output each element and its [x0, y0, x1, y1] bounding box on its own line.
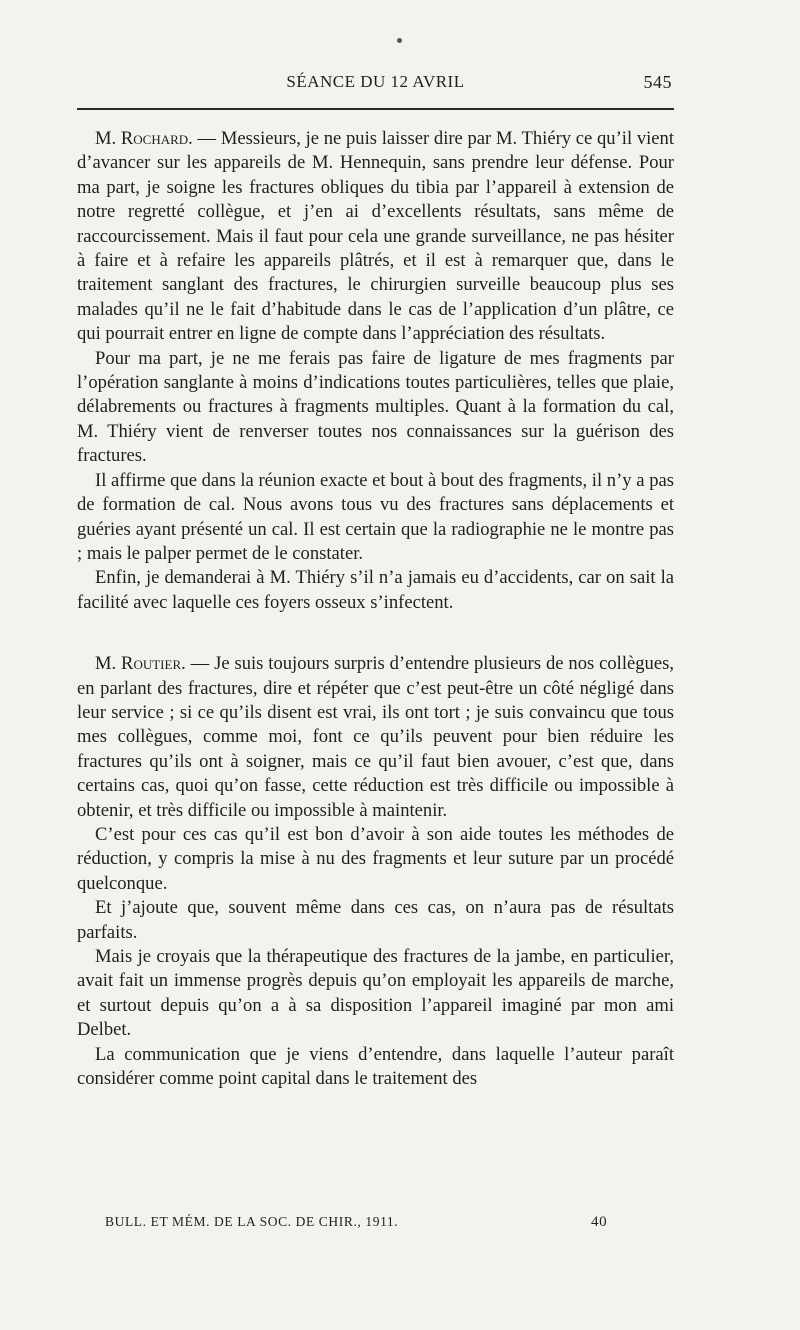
- paragraph: [77, 823, 674, 896]
- paragraph-text: Mais je croyais que la thérapeutique des fractures de la jambe, en particulier, avait fait un immense progrès depuis qu’on employait les appareils de marche, et surtout depuis qu’on a à sa disposition l’appareil imaginé par mon ami Delbet.: [77, 946, 674, 1041]
- body-text: [77, 127, 674, 1091]
- paragraph: [77, 469, 674, 567]
- header-rule: [77, 108, 674, 110]
- paragraph-text: Pour ma part, je ne me ferais pas faire de ligature de mes fragments par l’opération sanglante à moins d’indications toutes particulières, telles que plaie, délabrements ou fractures à fragments multiples. Quant à la formation du cal, M. Thiéry vient de renverser toutes nos connaissances sur la guérison des fractures.: [77, 347, 674, 467]
- page-footer: [77, 1214, 674, 1236]
- paragraph-text: Et j’ajoute que, souvent même dans ces cas, on n’aura pas de résultats parfaits.: [77, 897, 674, 943]
- signature-mark: 40: [591, 1214, 608, 1230]
- ink-speck: [397, 38, 402, 43]
- section-gap: [77, 615, 674, 652]
- paragraph: [77, 566, 674, 615]
- running-title: SÉANCE DU 12 AVRIL: [286, 72, 465, 91]
- paragraph: [77, 652, 674, 823]
- paragraph: [77, 1043, 674, 1092]
- speaker-name: M. Routier.: [95, 653, 186, 675]
- paragraph: [77, 347, 674, 469]
- paragraph: [77, 945, 674, 1043]
- journal-reference: BULL. ET MÉM. DE LA SOC. DE CHIR., 1911.: [105, 1214, 399, 1229]
- paragraph-text: Il affirme que dans la réunion exacte et bout à bout des fragments, il n’y a pas de formation de cal. Nous avons tous vu des fractures sans déplacements et guéries ayant présenté un cal. Il est certain que la radiographie ne le montre pas ; mais le palper permet de le constater.: [77, 469, 674, 564]
- paragraph-text: C’est pour ces cas qu’il est bon d’avoir à son aide toutes les méthodes de réduction, y compris la mise à nu des fragments et leur suture par un procédé quelconque.: [77, 823, 674, 894]
- paragraph: [77, 127, 674, 347]
- paragraph-text: — Messieurs, je ne puis laisser dire par M. Thiéry ce qu’il vient d’avancer sur les appareils de M. Hennequin, sans prendre leur défense. Pour ma part, je soigne les fractures obliques du tibia par l’appareil à extension de notre regretté collègue, et j’en ai d’excellents résultats, sans même de raccourcissement. Mais il faut pour cela une grande surveillance, ne pas hésiter à faire et à refaire les appareils plâtrés, et il est à remarquer que, dans le traitement sanglant des fractures, le chirurgien surveille beaucoup plus ses malades qu’il ne le fait d’habitude dans le cas de l’application d’un plâtre, ce qui pourrait entrer en ligne de compte dans l’appréciation des résultats.: [77, 128, 674, 345]
- paragraph-text: — Je suis toujours surpris d’entendre plusieurs de nos collègues, en parlant des fractures, dire et répéter que c’est peut-être un côté négligé dans leur service ; si ce qu’ils disent est vrai, ils ont tort ; je suis convaincu que tous mes collègues, comme moi, font ce qu’ils peuvent pour bien réduire les fractures qu’ils ont à soigner, mais ce qu’il faut bien avouer, c’est que, dans certains cas, quoi qu’on fasse, cette réduction est très difficile ou impossible à obtenir, et très difficile ou impossible à maintenir.: [77, 653, 674, 821]
- paragraph: [77, 896, 674, 945]
- page-number: 545: [643, 72, 672, 92]
- running-header: [77, 72, 674, 100]
- paragraph-text: La communication que je viens d’entendre, dans laquelle l’auteur paraît considérer comme point capital dans le traitement des: [77, 1043, 674, 1090]
- speaker-name: M. Rochard.: [95, 128, 193, 149]
- paragraph-text: Enfin, je demanderai à M. Thiéry s’il n’a jamais eu d’accidents, car on sait la facilité avec laquelle ces foyers osseux s’infectent.: [77, 567, 674, 613]
